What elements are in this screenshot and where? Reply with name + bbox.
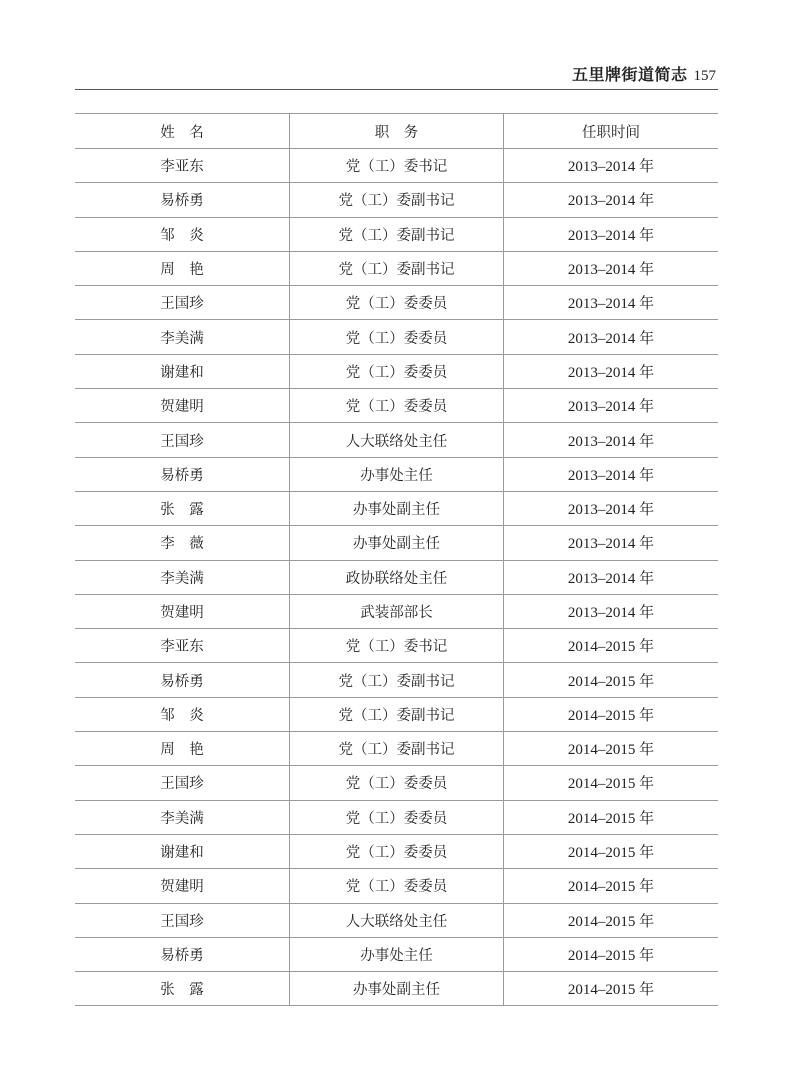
table-row — [75, 904, 718, 938]
cell-term: 2013–2014 年 — [567, 330, 655, 347]
table-row — [75, 149, 718, 183]
cell-term: 2014–2015 年 — [567, 947, 655, 964]
table-row — [75, 835, 718, 869]
cell-term: 2013–2014 年 — [567, 570, 655, 587]
cell-term: 2013–2014 年 — [567, 296, 655, 313]
book-title: 五里牌街道简志 — [571, 65, 688, 84]
cell-position: 党（工）委书记 — [290, 149, 504, 182]
table-row — [75, 595, 718, 629]
cell-name: 邹 炎 — [75, 698, 290, 731]
cell-term: 2014–2015 年 — [567, 776, 655, 793]
cell-name: 谢建和 — [75, 835, 290, 868]
cell-term: 2014–2015 年 — [567, 913, 655, 930]
cell-name: 贺建明 — [75, 389, 290, 422]
cell-position: 党（工）委书记 — [290, 629, 504, 662]
cell-term: 2014–2015 年 — [567, 673, 655, 690]
cell-position: 办事处副主任 — [290, 526, 504, 559]
running-header — [75, 62, 718, 90]
cell-term: 2013–2014 年 — [567, 364, 655, 381]
officials-table — [75, 113, 718, 1006]
cell-position: 办事处副主任 — [290, 972, 504, 1005]
cell-name: 张 露 — [75, 972, 290, 1005]
table-row — [75, 355, 718, 389]
cell-term: 2014–2015 年 — [567, 639, 655, 656]
cell-term: 2014–2015 年 — [567, 879, 655, 896]
cell-position: 党（工）委委员 — [290, 835, 504, 868]
table-row — [75, 938, 718, 972]
table-row — [75, 561, 718, 595]
cell-position: 办事处副主任 — [290, 492, 504, 525]
cell-name: 易桥勇 — [75, 663, 290, 696]
cell-name: 谢建和 — [75, 355, 290, 388]
table-row — [75, 458, 718, 492]
cell-position: 办事处主任 — [290, 458, 504, 491]
cell-term: 2014–2015 年 — [567, 982, 655, 999]
cell-name: 易桥勇 — [75, 458, 290, 491]
cell-term: 2013–2014 年 — [567, 262, 655, 279]
column-header-position: 职 务 — [290, 114, 504, 148]
cell-name: 王国珍 — [75, 904, 290, 937]
cell-position: 党（工）委委员 — [290, 355, 504, 388]
table-row — [75, 423, 718, 457]
cell-term: 2014–2015 年 — [567, 845, 655, 862]
cell-term: 2013–2014 年 — [567, 536, 655, 553]
running-header-text — [572, 62, 718, 85]
table-body — [75, 149, 718, 1006]
table-row — [75, 801, 718, 835]
cell-name: 李美满 — [75, 801, 290, 834]
cell-position: 党（工）委委员 — [290, 869, 504, 902]
cell-name: 李美满 — [75, 320, 290, 353]
column-header-name: 姓 名 — [75, 114, 290, 148]
cell-position: 党（工）委委员 — [290, 389, 504, 422]
table-row — [75, 286, 718, 320]
table-row — [75, 629, 718, 663]
cell-name: 李美满 — [75, 561, 290, 594]
cell-name: 李亚东 — [75, 149, 290, 182]
cell-term: 2013–2014 年 — [567, 502, 655, 519]
cell-term: 2013–2014 年 — [567, 605, 655, 621]
cell-name: 贺建明 — [75, 869, 290, 902]
table-row — [75, 389, 718, 423]
cell-position: 人大联络处主任 — [290, 423, 504, 456]
cell-position: 党（工）委委员 — [290, 286, 504, 319]
table-row — [75, 972, 718, 1006]
table-row — [75, 663, 718, 697]
cell-position: 政协联络处主任 — [290, 561, 504, 594]
cell-position: 人大联络处主任 — [290, 904, 504, 937]
cell-name: 易桥勇 — [75, 183, 290, 216]
cell-term: 2014–2015 年 — [567, 742, 655, 759]
cell-term: 2013–2014 年 — [567, 433, 655, 450]
cell-position: 党（工）委副书记 — [290, 183, 504, 216]
cell-name: 李亚东 — [75, 629, 290, 662]
table-row — [75, 766, 718, 800]
cell-name: 易桥勇 — [75, 938, 290, 971]
cell-name: 周 艳 — [75, 252, 290, 285]
table-row — [75, 183, 718, 217]
cell-name: 贺建明 — [75, 595, 290, 628]
cell-name: 王国珍 — [75, 423, 290, 456]
cell-position: 办事处主任 — [290, 938, 504, 971]
cell-name: 周 艳 — [75, 732, 290, 765]
page-number: 157 — [693, 68, 716, 84]
cell-term: 2013–2014 年 — [567, 227, 655, 244]
cell-position: 党（工）委委员 — [290, 766, 504, 799]
cell-name: 李 薇 — [75, 526, 290, 559]
cell-term: 2013–2014 年 — [567, 193, 655, 210]
table-row — [75, 698, 718, 732]
table-row — [75, 869, 718, 903]
cell-position: 党（工）委委员 — [290, 320, 504, 353]
table-row — [75, 732, 718, 766]
column-header-term: 任职时间 — [582, 124, 640, 141]
cell-term: 2013–2014 年 — [567, 399, 655, 416]
table-row — [75, 252, 718, 286]
table-row — [75, 218, 718, 252]
cell-position: 党（工）委副书记 — [290, 698, 504, 731]
cell-name: 张 露 — [75, 492, 290, 525]
cell-position: 党（工）委副书记 — [290, 663, 504, 696]
cell-term: 2014–2015 年 — [567, 707, 655, 724]
table-row — [75, 492, 718, 526]
cell-name: 邹 炎 — [75, 218, 290, 251]
cell-position: 党（工）委副书记 — [290, 732, 504, 765]
cell-position: 党（工）委委员 — [290, 801, 504, 834]
cell-name: 王国珍 — [75, 286, 290, 319]
cell-position: 党（工）委副书记 — [290, 218, 504, 251]
cell-position: 党（工）委副书记 — [290, 252, 504, 285]
cell-name: 王国珍 — [75, 766, 290, 799]
table-row — [75, 526, 718, 560]
cell-term: 2013–2014 年 — [567, 159, 655, 176]
table-header-row — [75, 114, 718, 149]
table-row — [75, 320, 718, 354]
cell-position: 武装部部长 — [290, 595, 504, 628]
cell-term: 2013–2014 年 — [567, 467, 655, 484]
cell-term: 2014–2015 年 — [567, 810, 655, 827]
